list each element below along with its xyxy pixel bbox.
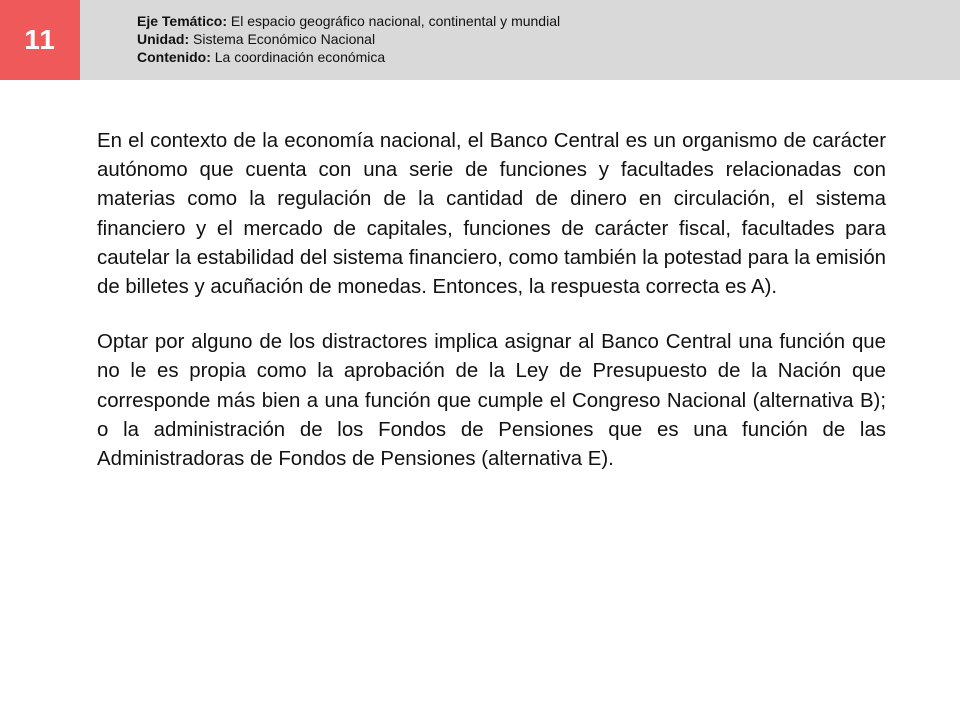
contenido-row [137,48,560,66]
contenido-value: La coordinación económica [210,49,386,65]
eje-tematico-value: El espacio geográfico nacional, continental y mundial [227,13,561,29]
slide-number: 11 [24,24,56,55]
body-text [97,127,886,500]
contenido-label: Contenido: [137,49,211,65]
slide-number-badge [0,0,80,80]
unidad-value: Sistema Económico Nacional [189,31,376,47]
paragraph-explanation: En el contexto de la economía nacional, el Banco Central es un organismo de carácter autónomo que cuenta con una serie de funciones y facultades relacionadas con materias como la regulación de la cantidad de dinero en circulación, el sistema financiero y el mercado de capitales, funciones de carácter fiscal, facultades para cautelar la estabilidad del sistema financiero, como también la potestad para la emisión de billetes y acuñación de monedas. Entonces, la respuesta correcta es A). [97,130,886,299]
paragraph-distractors: Optar por alguno de los distractores implica asignar al Banco Central una función que no le es propia como la aprobación de la Ley de Presupuesto de la Nación que corresponde más bien a una función que cumple el Congreso Nacional (alternativa B); o la administración de los Fondos de Pensiones que es una función de las Administradoras de Fondos de Pensiones (alternativa E). [97,331,886,471]
eje-tematico-row [137,12,560,30]
header-metadata [137,12,560,66]
eje-tematico-label: Eje Temático: [137,13,227,29]
unidad-row [137,30,560,48]
unidad-label: Unidad: [137,31,190,47]
